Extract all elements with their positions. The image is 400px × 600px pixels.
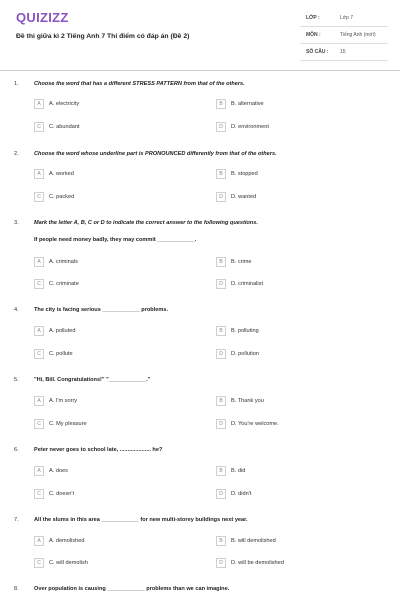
meta-value-class: Lớp 7 [340, 15, 354, 21]
option-text: C. doesn't [49, 491, 75, 497]
option-text: B. stopped [231, 171, 258, 177]
meta-value-question-count: 15 [340, 49, 346, 55]
option-text: D. pollution [231, 351, 259, 357]
question-text: Choose the word whose underline part is PRONOUNCED differently from that of the others. [34, 151, 277, 157]
question-number: 7. [14, 517, 19, 523]
meta-label-subject: MÔN : [306, 32, 321, 38]
option-text: C. My pleasure [49, 421, 87, 427]
option-letter-box: B [216, 536, 226, 546]
option-text: A. worked [49, 171, 74, 177]
option-letter-box: D [216, 558, 226, 568]
worksheet-title: Đề thi giữa kì 2 Tiếng Anh 7 Thí điểm có đáp án (Đề 2) [16, 33, 190, 40]
option-text: D. criminalist [231, 281, 264, 287]
meta-table [300, 10, 388, 61]
question-text: Mark the letter A, B, C or D to indicate the correct answer to the following questions. [34, 220, 258, 226]
option-letter-box: A [34, 536, 44, 546]
option-text: A. electricity [49, 101, 80, 107]
option-text: C. criminate [49, 281, 79, 287]
option-text: B. crime [231, 259, 252, 265]
option-letter-box: B [216, 466, 226, 476]
option-text: B. polluting [231, 328, 259, 334]
meta-value-subject: Tiếng Anh (mới) [340, 32, 376, 38]
option-letter-box: D [216, 419, 226, 429]
option-letter-box: D [216, 279, 226, 289]
option-letter-box: D [216, 122, 226, 132]
option-letter-box: B [216, 396, 226, 406]
question-text: The city is facing serious ____________ problems. [34, 307, 169, 313]
option-text: D. wanted [231, 194, 257, 200]
option-text: A. demolished [49, 538, 85, 544]
option-text: A. does [49, 468, 68, 474]
option-letter-box: A [34, 466, 44, 476]
option-letter-box: D [216, 349, 226, 359]
option-letter-box: A [34, 257, 44, 267]
question-text: Choose the word that has a different STRESS PATTERN from that of the others. [34, 81, 245, 87]
question-number: 8. [14, 586, 19, 592]
option-letter-box: C [34, 122, 44, 132]
option-letter-box: A [34, 326, 44, 336]
option-text: B. did [231, 468, 246, 474]
option-text: D. didn't [231, 491, 252, 497]
option-text: C. pollute [49, 351, 73, 357]
option-letter-box: D [216, 192, 226, 202]
meta-label-class: LỚP : [306, 15, 320, 21]
option-letter-box: A [34, 396, 44, 406]
meta-row-subject [300, 27, 388, 44]
option-text: C. abundant [49, 124, 80, 130]
option-letter-box: A [34, 169, 44, 179]
option-text: D. You're welcome. [231, 421, 279, 427]
option-text: A. criminals [49, 259, 78, 265]
option-text: A. I'm sorry [49, 398, 78, 404]
question-number: 5. [14, 377, 19, 383]
option-text: C. packed [49, 194, 75, 200]
option-letter-box: B [216, 257, 226, 267]
option-letter-box: C [34, 279, 44, 289]
question-number: 2. [14, 151, 19, 157]
option-letter-box: D [216, 489, 226, 499]
question-number: 6. [14, 447, 19, 453]
header-divider [0, 70, 400, 71]
option-letter-box: B [216, 99, 226, 109]
question-text: Peter never goes to school late, .................... he? [34, 447, 163, 453]
meta-row-question-count [300, 44, 388, 61]
option-text: B. Thank you [231, 398, 264, 404]
meta-label-question-count: SỐ CÂU : [306, 49, 329, 55]
option-text: B. will demolished [231, 538, 276, 544]
question-number: 1. [14, 81, 19, 87]
option-letter-box: C [34, 558, 44, 568]
option-letter-box: C [34, 192, 44, 202]
question-text: "Hi, Bill. Congratulations!" "____________." [34, 377, 151, 383]
question-prompt: If people need money badly, they may commit ____________. [34, 237, 197, 243]
option-letter-box: C [34, 419, 44, 429]
meta-row-class [300, 10, 388, 27]
question-text: Over population is causing ____________ problems than we can imagine. [34, 586, 230, 592]
option-text: C. will demolish [49, 560, 88, 566]
quizizz-logo[interactable]: QUIZIZZ [16, 10, 69, 25]
question-text: All the slums in this area ____________ for new multi-storey buildings next year. [34, 517, 248, 523]
option-text: D. environment [231, 124, 269, 130]
option-letter-box: B [216, 326, 226, 336]
option-letter-box: C [34, 349, 44, 359]
question-number: 4. [14, 307, 19, 313]
worksheet-header [0, 0, 400, 70]
option-text: A. polluted [49, 328, 76, 334]
option-letter-box: B [216, 169, 226, 179]
option-letter-box: A [34, 99, 44, 109]
option-letter-box: C [34, 489, 44, 499]
option-text: D. will be demolished [231, 560, 284, 566]
option-text: B. alternative [231, 101, 264, 107]
question-number: 3. [14, 220, 19, 226]
